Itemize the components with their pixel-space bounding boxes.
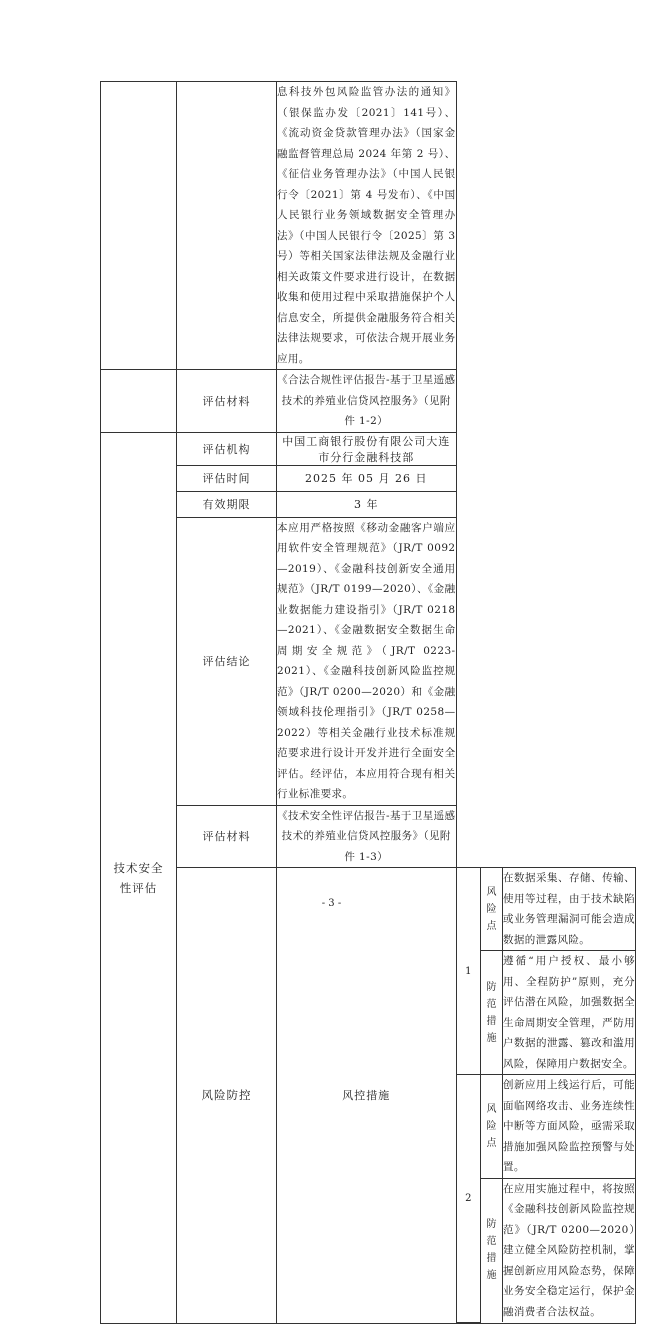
label-char: 险: [486, 1120, 497, 1132]
risk-point-text: 创新应用上线运行后，可能面临网络攻击、业务连续性中断等方面风险，亟需采取措施加强风险监控预警与处置。: [503, 1075, 636, 1179]
org-value: 中国工商银行股份有限公司大连市分行金融科技部: [277, 432, 457, 465]
label-char: 措: [486, 1015, 497, 1027]
label-char: 范: [486, 998, 497, 1010]
tech-security-section: [101, 432, 177, 1323]
material-value: 《技术安全性评估报告-基于卫星遥感技术的养殖业信贷风控服务》（见附件 1-3）: [277, 805, 457, 868]
validity-label: 有效期限: [177, 491, 277, 517]
label-char: 范: [486, 1236, 497, 1248]
compliance-text: 息科技外包风险监管办法的通知》（银保监办发〔2021〕141号）、《流动资金贷款管理办法》（国家金融监督管理总局 2024 年第 2 号）、《征信业务管理办法》（中国人民银行令〔2021〕第 4 号发布）、《中国人民银行业务领域数据安全管理办法》（中国人民银行令〔2025〕第 3 号）等相关国家法律法规及金融行业相关政策文件要求进行设计，在数据收集和使用过程中采取措施保护个人信息安全，所提供金融服务符合相关法律法规要求，可依法合规开展业务应用。: [277, 82, 457, 370]
assessment-table: [100, 81, 636, 1324]
label-char: 险: [486, 903, 497, 915]
label-char: 防: [486, 1219, 497, 1231]
measure-label: [481, 1178, 503, 1322]
label-char: 点: [486, 920, 497, 932]
org-label: 评估机构: [177, 432, 277, 465]
material-label: 评估材料: [177, 805, 277, 868]
material-label: 评估材料: [177, 370, 277, 433]
label-char: 措: [486, 1253, 497, 1265]
measure-text: 遵循“用户授权、最小够用、全程防护”原则，充分评估潜在风险，加强数据全生命周期安全管理，严防用户数据的泄露、篡改和滥用风险，保障用户数据安全。: [503, 951, 636, 1075]
risk-item-number: 1: [457, 868, 481, 1075]
time-value: 2025 年 05 月 26 日: [277, 465, 457, 491]
page-number: - 3 -: [321, 898, 342, 909]
risk-measure-label: 风控措施: [277, 868, 457, 1324]
risk-point-text: 在数据采集、存储、传输、使用等过程，由于技术缺陷或业务管理漏洞可能会造成数据的泄露风险。: [503, 868, 636, 951]
label-char: 施: [486, 1032, 497, 1044]
label-cell-empty: [177, 82, 277, 370]
label-char: 风: [486, 1103, 497, 1115]
label-char: 防: [486, 981, 497, 993]
risk-point-label: [481, 868, 503, 951]
measure-label: [481, 951, 503, 1075]
conclusion-label: 评估结论: [177, 517, 277, 805]
validity-value: 3 年: [277, 491, 457, 517]
label-char: 点: [486, 1137, 497, 1149]
label-char: 施: [486, 1270, 497, 1282]
measure-text: 在应用实施过程中，将按照《金融科技创新风险监控规范》（JR/T 0200—2020）建立健全风险防控机制，掌握创新应用风险态势，保障业务安全稳定运行，保护金融消费者合法权益。: [503, 1178, 636, 1322]
section-cell-empty: [101, 82, 177, 370]
risk-items-table: [457, 868, 636, 1323]
label-char: 风: [486, 886, 497, 898]
risk-point-label: [481, 1075, 503, 1179]
risk-section: 风险防控: [177, 868, 277, 1324]
material-value: 《合法合规性评估报告-基于卫星遥感技术的养殖业信贷风控服务》（见附件 1-2）: [277, 370, 457, 433]
time-label: 评估时间: [177, 465, 277, 491]
section-title-line: 性评估: [119, 880, 158, 895]
section-title-line: 技术安全: [113, 860, 164, 875]
risk-item-number: 2: [457, 1075, 481, 1323]
conclusion-value: 本应用严格按照《移动金融客户端应用软件安全管理规范》（JR/T 0092—2019）、《金融科技创新安全通用规范》（JR/T 0199—2020）、《金融业数据能力建设指引》（JR/T 0218—2021）、《金融数据安全数据生命周期安全规范》（JR/T 0223-2021）、《金融科技创新风险监控规范》（JR/T 0200—2020）和《金融领域科技伦理指引》（JR/T 0258—2022）等相关金融行业技术标准规范要求进行设计开发并进行全面安全评估。经评估，本应用符合现有相关行业标准要求。: [277, 517, 457, 805]
section-cell-empty: [101, 370, 177, 433]
